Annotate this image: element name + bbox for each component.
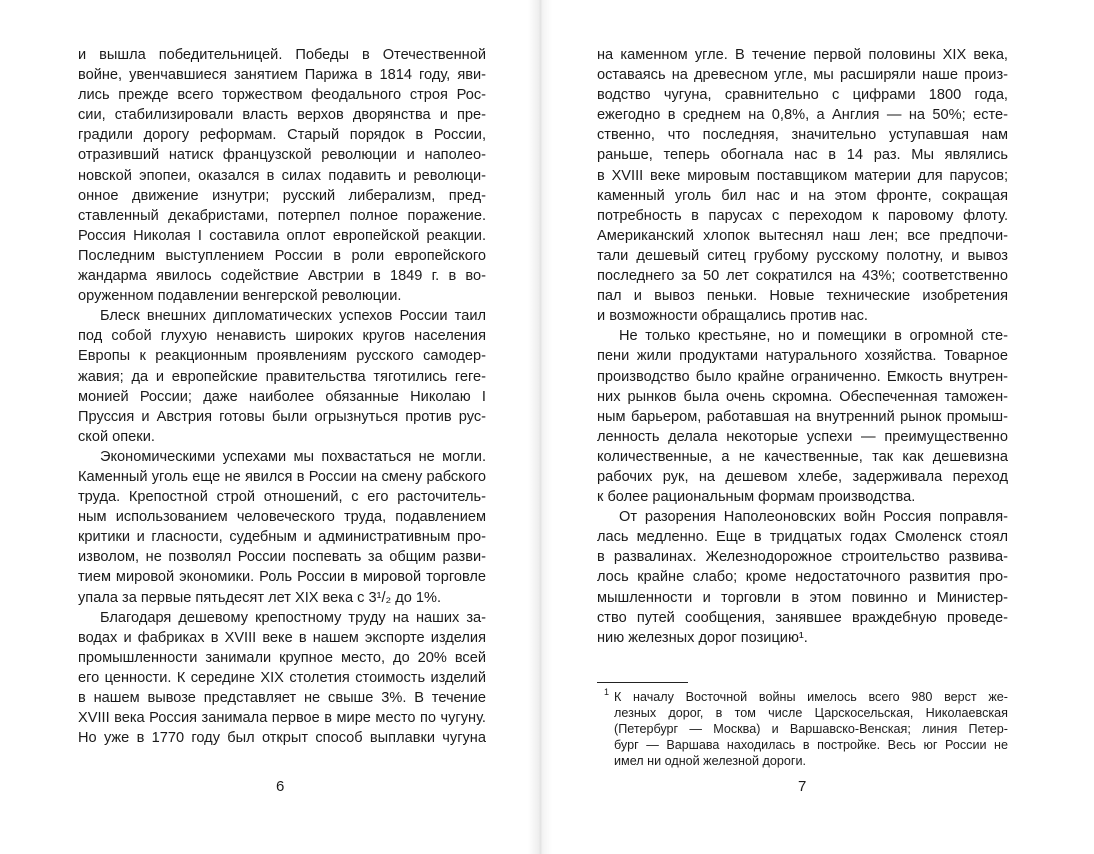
text-line: жандарма явилось содействие Австрии в 1849 г. в во- (78, 268, 486, 285)
paragraph (597, 507, 1008, 648)
text-line: водах и фабриках в XVIII веке в нашем экспорте изделия (78, 629, 486, 646)
text-line: Но уже в 1770 году был открыт способ выплавки чугуна (78, 730, 486, 747)
text-line: ленность делала некоторые успехи — преимущественно (597, 428, 1008, 445)
text-line: в XVIII веке мировым поставщиком материи для парусов; (597, 167, 1008, 184)
text-line: Американский хлопок вытеснял наш лен; все предпочи- (597, 227, 1008, 244)
text-line: ской опеки. (78, 428, 155, 445)
text-line: монией России; даже наиболее обязанные Николаю I (78, 388, 486, 405)
text-line: рабочих рук, на дешевом хлебе, задерживала переход (597, 468, 1008, 485)
text-line: сии, стабилизировали власть верхов дворянства и пре- (78, 107, 486, 124)
text-line: Не только крестьяне, но и помещики в огромной сте- (619, 328, 1008, 345)
text-line: Пруссия и Австрия готовы были огрызнуться против рус- (78, 408, 486, 425)
paragraph (78, 447, 486, 608)
text-line: нию железных дорог позицию¹. (597, 629, 808, 646)
text-line: оставаясь на древесном угле, мы расширяли наше произ- (597, 67, 1008, 84)
book-spine (528, 0, 552, 854)
text-line: производство было крайне ограниченно. Емкость внутрен- (597, 368, 1008, 385)
text-line: мышленности и торговли в этом повинно и Министер- (597, 589, 1008, 606)
text-line: упала за первые пятьдесят лет XIX века с 3¹/₂ до 1%. (78, 589, 442, 606)
text-line: тали дешевый ситец грубому русскому полотну, и вывоз (597, 247, 1008, 264)
text-line: жавия; да и европейские правительства тяготились геге- (78, 368, 486, 385)
text-line: отразивший натиск французской революции и наполео- (78, 147, 486, 164)
footnote-divider (597, 682, 688, 683)
text-line: Европы к реакционным проявлениям русского самодер- (78, 348, 486, 365)
text-line: Последним выступлением России в роли европейского (78, 247, 486, 264)
text-line: лись прежде всего торжеством феодального строя Рос- (78, 87, 486, 104)
footnote-marker: 1 (604, 687, 610, 697)
paragraph (78, 45, 486, 306)
footnote-line: (Петербург — Москва) и Варшавско-Венская; линия Петер- (614, 722, 1008, 736)
right-page-text (597, 45, 1008, 648)
text-line: Блеск внешних дипломатических успехов России таил (100, 308, 486, 325)
text-line: и возможности обращались против нас. (597, 308, 868, 325)
text-line: Благодаря дешевому крепостному труду на наших за- (100, 609, 486, 626)
text-line: его ценности. К середине XIX столетия стоимость изделий (78, 669, 486, 686)
text-line: труда. Крепостной строй отношений, с его расточитель- (78, 489, 486, 506)
paragraph (78, 306, 486, 447)
page-number-right: 7 (798, 778, 807, 795)
text-line: ежегодно в среднем на 0,8%, а Англия — на 50%; есте- (597, 107, 1008, 124)
text-line: изволом, не позволял России поспевать за общим разви- (78, 549, 486, 566)
text-line: лось крайне слабо; кроме недостаточного развития про- (597, 569, 1008, 586)
text-line: XVIII века Россия занимала первое в мире место по чугуну. (78, 710, 486, 727)
text-line: войне, увенчавшиеся занятием Парижа в 1814 году, яви- (78, 67, 486, 84)
text-line: них рынков была очень скромна. Обеспеченная таможен- (597, 388, 1008, 405)
text-line: последнего за 50 лет сократился на 43%; соответственно (597, 268, 1008, 285)
text-line: ственно, что последняя, значительно уступавшая нам (597, 127, 1008, 144)
paragraph (597, 45, 1008, 326)
paragraph (78, 608, 486, 749)
paragraph (597, 326, 1008, 507)
text-line: ным использованием человеческого труда, подавлением (78, 509, 486, 526)
footnote-line: К началу Восточной войны имелось всего 980 верст же- (614, 690, 1008, 704)
text-line: градили дорогу реформам. Старый порядок в России, (78, 127, 486, 144)
footnote-line: имел ни одной железной дороги. (614, 754, 807, 768)
text-line: каменный уголь бил нас и на этом фронте, сокращая (597, 187, 1008, 204)
text-line: ство путей сообщения, занявшее враждебную проведе- (597, 609, 1008, 626)
footnote-line: бург — Варшава находилась в постройке. Весь юг России не (614, 738, 1008, 752)
footnote-line: лезных дорог, в том числе Царскосельская, Николаевская (614, 706, 1008, 720)
text-line: потребность в парусах с переходом к паровому флоту. (597, 207, 1008, 224)
text-line: на каменном угле. В течение первой половины XIX века, (597, 47, 1008, 63)
text-line: ставленный декабристами, потерпел полное поражение. (78, 207, 486, 224)
text-line: критики и гласности, судебным и административным про- (78, 529, 486, 546)
text-line: Экономическими успехами мы похвастаться не могли. (100, 448, 486, 465)
text-line: в развалинах. Железнодорожное строительство развива- (597, 549, 1008, 566)
text-line: тием мировой экономики. Роль России в мировой торговле (78, 569, 486, 586)
text-line: количественные, а не качественные, так как дешевизна (597, 448, 1008, 465)
left-page-text (78, 45, 486, 748)
text-line: ным барьером, работавшая на внутренний рынок промыш- (597, 408, 1008, 425)
text-line: онное движение изнутри; русский либерализм, пред- (78, 187, 486, 204)
text-line: водство чугуна, сравнительно с цифрами 1800 года, (597, 87, 1008, 104)
text-line: под собой глухую ненависть широких кругов населения (78, 328, 486, 345)
text-line: и вышла победительницей. Победы в Отечественной (78, 47, 486, 63)
text-line: промышленности занимали крупное место, до 20% всей (78, 649, 486, 666)
text-line: От разорения Наполеоновских войн Россия поправля- (619, 509, 1008, 526)
text-line: Россия Николая I составила оплот европейской реакции. (78, 227, 486, 244)
footnote (604, 687, 1008, 769)
text-line: Каменный уголь еще не явился в России на смену рабского (78, 468, 486, 485)
text-line: раньше, теперь обогнала нас в 14 раз. Мы являлись (597, 147, 1008, 164)
page-number-left: 6 (276, 778, 285, 795)
text-line: пени жили продуктами натурального хозяйства. Товарное (597, 348, 1008, 365)
text-line: к более рациональным формам производства. (597, 489, 916, 506)
text-line: новской эпопеи, оказался в силах подавить и революци- (78, 167, 486, 184)
text-line: в нашем вывозе представляет не свыше 3%. В течение (78, 690, 486, 706)
text-line: лась медленно. Еще в тридцатых годах Смоленск стоял (597, 529, 1008, 546)
text-line: оруженном подавлении венгерской революции. (78, 288, 402, 305)
text-line: пал и вывоз пеньки. Новые технические изобретения (597, 288, 1008, 305)
